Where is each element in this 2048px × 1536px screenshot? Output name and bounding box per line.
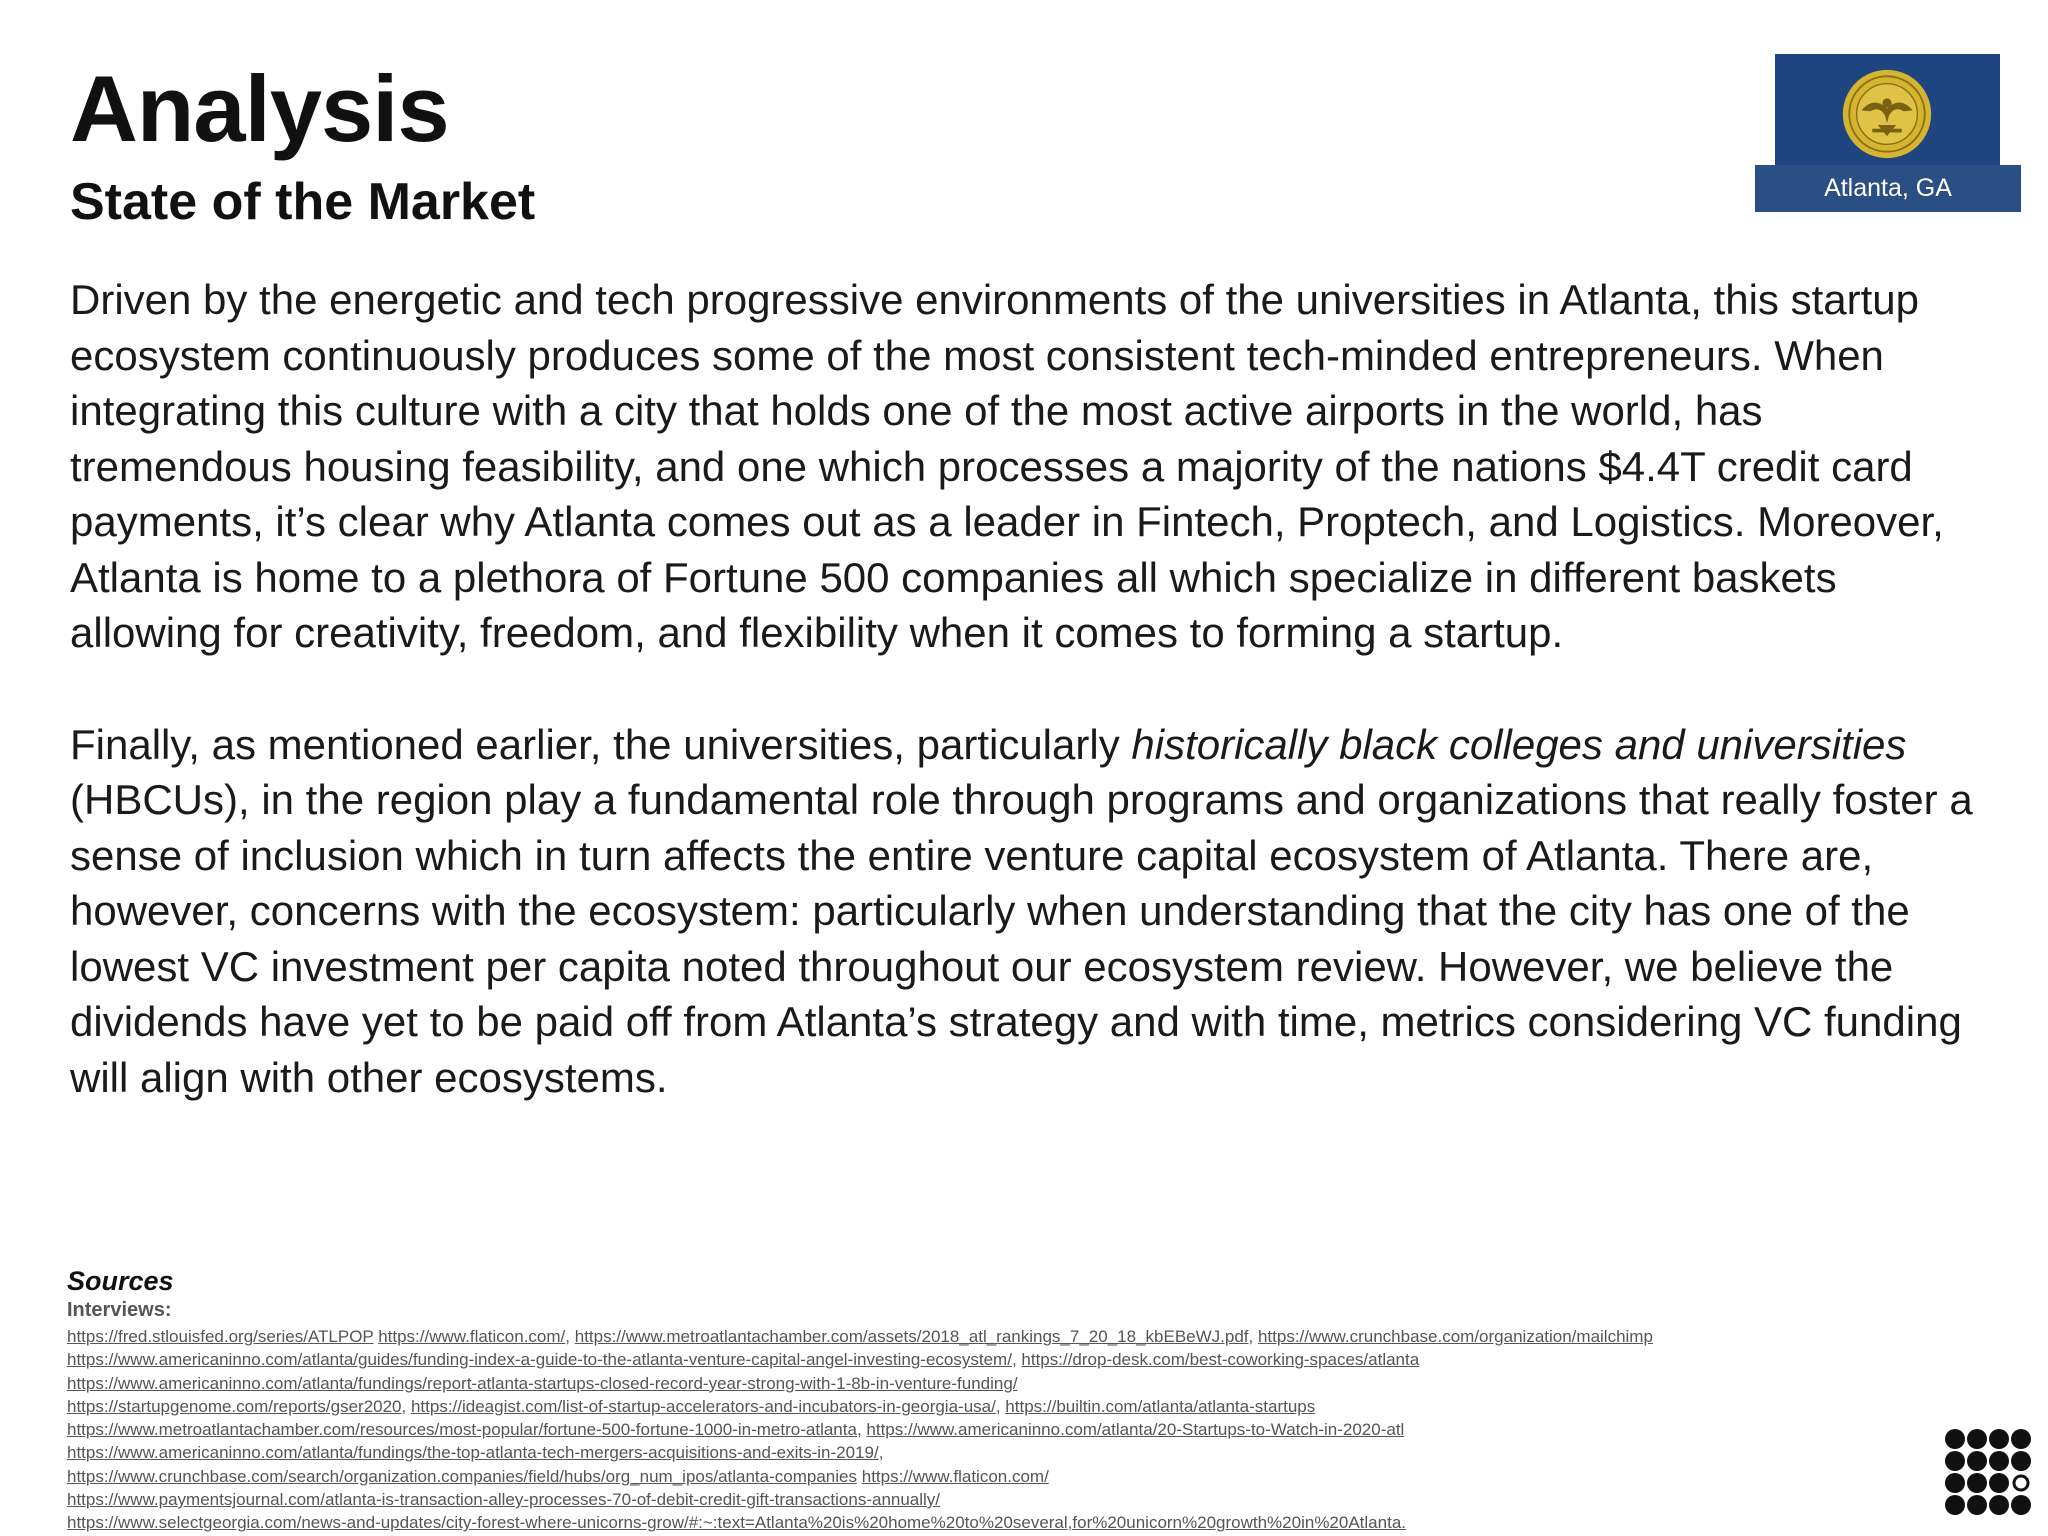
dot-grid-logo-icon — [1944, 1428, 2032, 1516]
source-links-row: https://startupgenome.com/reports/gser2020, https://ideagist.com/list-of-startup-accelerators-and-incubators-in-georgia-usa/, https://builtin.com/atlanta/atlanta-startups — [67, 1396, 1316, 1416]
source-link[interactable]: https://www.americaninno.com/atlanta/fundings/the-top-atlanta-tech-mergers-acquisitions-and-exits-in-2019/ — [67, 1443, 879, 1463]
logo-dot — [1967, 1429, 1987, 1449]
logo-dot — [1989, 1495, 2009, 1515]
logo-dot — [1945, 1429, 1965, 1449]
source-links-row: https://www.metroatlantachamber.com/resources/most-popular/fortune-500-fortune-1000-in-metro-atlanta, https://www.americaninno.com/atlanta/20-Startups-to-Watch-in-2020-atl — [67, 1420, 1405, 1440]
source-link[interactable]: https://www.paymentsjournal.com/atlanta-is-transaction-alley-processes-70-of-debit-credit-gift-transactions-annually/ — [67, 1490, 941, 1510]
source-link[interactable]: https://startupgenome.com/reports/gser2020 — [67, 1396, 402, 1416]
logo-dot — [1945, 1495, 1965, 1515]
logo-dot — [2011, 1451, 2031, 1471]
source-link[interactable]: https://www.americaninno.com/atlanta/guides/funding-index-a-guide-to-the-atlanta-venture-capital-angel-investing-ecosystem/ — [67, 1350, 1012, 1370]
page-subtitle: State of the Market — [70, 173, 536, 231]
source-links-row: https://fred.stlouisfed.org/series/ATLPOP https://www.flaticon.com/, https://www.metroatlantachamber.com/assets/2018_atl_rankings_7_20_18_kbEBeWJ.pdf, https://www.crunchbase.com/organization/mailchimp — [67, 1327, 1653, 1346]
source-links — [67, 1325, 1957, 1535]
paragraph-2-rest: (HBCUs), in the region play a fundamental role through programs and organizations that really foster a sense of inclusion which in turn affects the entire venture capital ecosystem of Atlanta. There are, however, concerns with the ecosystem: particularly when understanding that the city has one of the lowest VC investment per capita noted throughout our ecosystem review. However, we believe the dividends have yet to be paid off from Atlanta’s strategy and with time, metrics considering VC funding will align with other ecosystems. — [70, 776, 1973, 1101]
page-title: Analysis — [70, 56, 449, 161]
source-link[interactable]: https://www.americaninno.com/atlanta/20-Startups-to-Watch-in-2020-atl — [866, 1420, 1405, 1440]
logo-dot — [1967, 1451, 1987, 1471]
source-link[interactable]: https://www.crunchbase.com/organization/mailchimp — [1257, 1327, 1653, 1346]
source-links-row: https://www.americaninno.com/atlanta/guides/funding-index-a-guide-to-the-atlanta-venture-capital-angel-investing-ecosystem/, https://drop-desk.com/best-coworking-spaces/atlanta — [67, 1350, 1420, 1370]
source-link[interactable]: https://www.metroatlantachamber.com/assets/2018_atl_rankings_7_20_18_kbEBeWJ.pdf — [574, 1327, 1249, 1346]
sources-heading: Sources — [67, 1266, 174, 1296]
logo-dot — [1989, 1473, 2009, 1493]
logo-dot — [1945, 1473, 1965, 1493]
analysis-body — [70, 272, 1980, 1105]
analysis-paragraph-1: Driven by the energetic and tech progressive environments of the universities in Atlanta, this startup ecosystem continuously produces some of the most consistent tech-minded entrepreneurs. When integrating this culture with a city that holds one of the most active airports in the world, has tremendous housing feasibility, and one which processes a majority of the nations $4.4T credit card payments, it’s clear why Atlanta comes out as a leader in Fintech, Proptech, and Logistics. Moreover, Atlanta is home to a plethora of Fortune 500 companies all which specialize in different baskets allowing for creativity, freedom, and flexibility when it comes to forming a startup. — [70, 276, 1944, 656]
analysis-paragraph-2 — [70, 717, 1980, 1106]
logo-dot — [1945, 1451, 1965, 1471]
flag-location-label: Atlanta, GA — [1755, 165, 2021, 212]
source-link[interactable]: https://www.crunchbase.com/search/organization.companies/field/hubs/org_num_ipos/atlanta-companies — [67, 1466, 857, 1486]
source-link[interactable]: https://builtin.com/atlanta/atlanta-startups — [1005, 1396, 1316, 1416]
logo-dot — [1989, 1451, 2009, 1471]
logo-dot — [1989, 1429, 2009, 1449]
source-link[interactable]: https://ideagist.com/list-of-startup-accelerators-and-incubators-in-georgia-usa/ — [410, 1396, 996, 1416]
hbcu-emphasis: historically black colleges and universities — [1131, 720, 1907, 768]
source-link[interactable]: https://www.flaticon.com/ — [378, 1327, 566, 1346]
source-links-row — [67, 1465, 1957, 1488]
source-link[interactable]: https://www.americaninno.com/atlanta/fundings/report-atlanta-startups-closed-record-year-strong-with-1-8b-in-venture-funding/ — [67, 1373, 1018, 1393]
source-links-row — [67, 1488, 1957, 1511]
logo-dot — [1967, 1473, 1987, 1493]
source-link[interactable]: https://fred.stlouisfed.org/series/ATLPOP — [67, 1327, 374, 1346]
paragraph-2-lead: Finally, as mentioned earlier, the universities, particularly — [70, 720, 1132, 768]
interviews-label: Interviews: — [67, 1299, 172, 1321]
atlanta-city-seal-icon — [1841, 68, 1933, 160]
source-link[interactable]: https://www.flaticon.com/ — [861, 1466, 1049, 1486]
logo-dot — [1967, 1495, 1987, 1515]
source-links-row — [67, 1511, 1957, 1534]
source-links-row: https://www.americaninno.com/atlanta/fundings/the-top-atlanta-tech-mergers-acquisitions-and-exits-in-2019/, — [67, 1443, 884, 1463]
logo-dot — [2011, 1495, 2031, 1515]
source-link[interactable]: https://www.metroatlantachamber.com/resources/most-popular/fortune-500-fortune-1000-in-metro-atlanta — [67, 1420, 857, 1440]
logo-dot — [2011, 1429, 2031, 1449]
source-links-row — [67, 1372, 1957, 1395]
source-link[interactable]: https://www.selectgeorgia.com/news-and-updates/city-forest-where-unicorns-grow/#:~:text=Atlanta%20is%20home%20to%20several,for%20unicorn%20growth%20in%20Atlanta. — [67, 1513, 1406, 1533]
logo-dot — [2014, 1476, 2028, 1490]
source-link[interactable]: https://drop-desk.com/best-coworking-spaces/atlanta — [1021, 1350, 1420, 1370]
